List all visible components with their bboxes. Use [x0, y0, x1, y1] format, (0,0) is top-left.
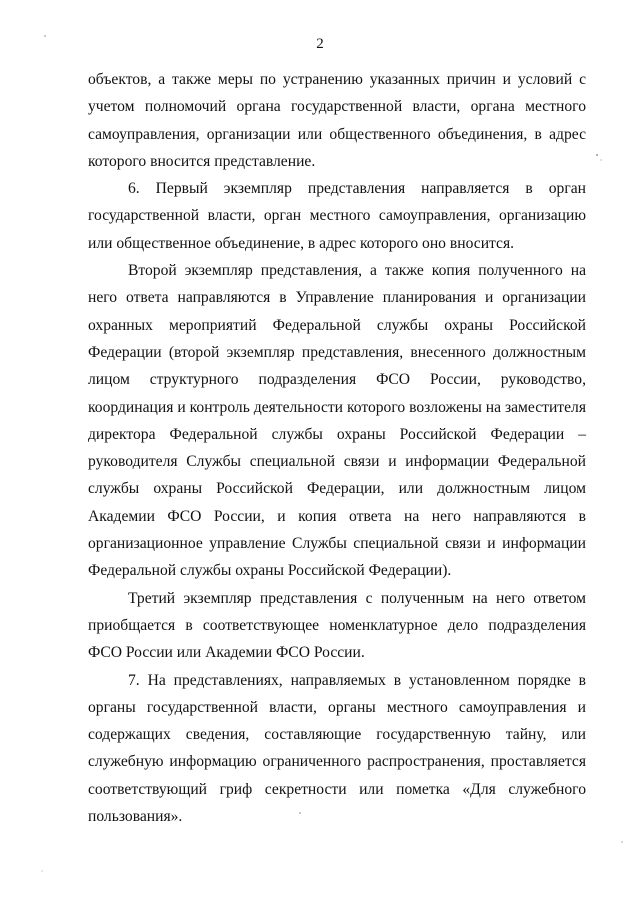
paragraph-third-copy: Третий экземпляр представления с полученным на него ответом приобщается в соответствующее номенклатурное дело подразделения ФСО России или Академии ФСО России.: [88, 589, 586, 662]
document-body: [88, 66, 586, 830]
paragraph-continuation: объектов, а также меры по устранению указанных причин и условий с учетом полномочий органа государственной власти, органа местного самоуправления, организации или общественного объединения, в адрес которого вносится представление.: [88, 71, 586, 170]
paragraph-item-6: 6. Первый экземпляр представления направляется в орган государственной власти, орган местного самоуправления, организацию или общественное объединение, в адрес которого оно вносится.: [88, 180, 586, 252]
page-number: 2: [316, 36, 324, 52]
paragraph-second-copy: Второй экземпляр представления, а также копия полученного на него ответа направляются в Управление планирования и организации охранных мероприятий Федеральной службы охраны Российской Федерации (второй экземпляр представления, внесенного должностным лицом структурного подразделения ФСО России, руководство, координация и контроль деятельности которого возложены на заместителя директора Федеральной службы охраны Российской Федерации – руководителя Службы специальной связи и информации Федеральной службы охраны Российской Федерации, или должностным лицом Академии ФСО России, и копия ответа на него направляются в организационное управление Службы специальной связи и информации Федеральной службы охраны Российской Федерации).: [88, 262, 586, 580]
paragraph-item-7: 7. На представлениях, направляемых в установленном порядке в органы государственной власти, органы местного самоуправления и содержащих сведения, составляющие государственную тайну, или служебную информацию ограниченного распространения, проставляется соответствующий гриф секретности или пометка «Для служебного пользования».: [88, 671, 586, 826]
